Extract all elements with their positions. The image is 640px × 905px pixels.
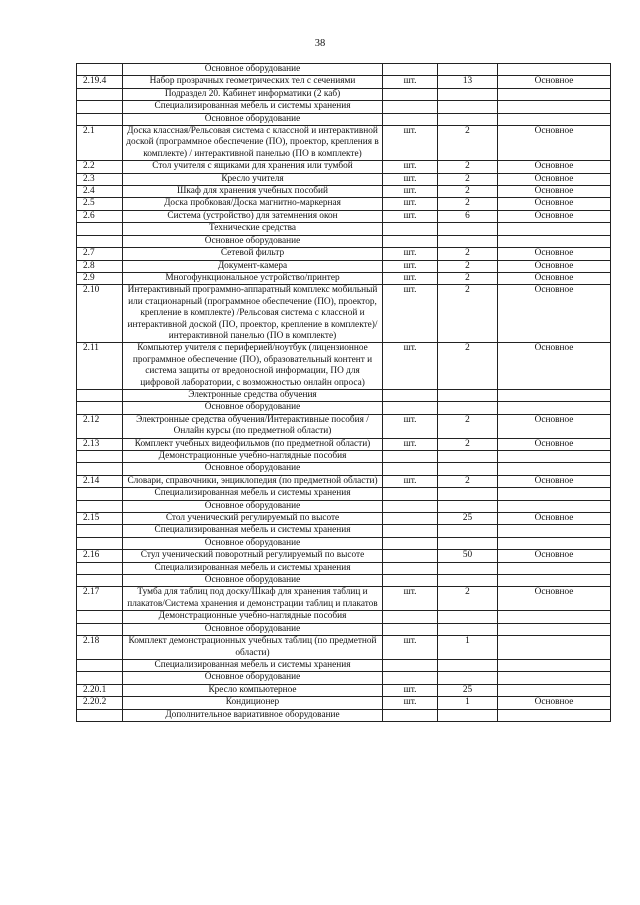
unit-cell: шт. bbox=[383, 198, 438, 210]
quantity-cell bbox=[438, 389, 498, 401]
row-number-cell: 2.11 bbox=[77, 343, 123, 390]
row-number-cell bbox=[77, 88, 123, 100]
section-heading: Подраздел 20. Кабинет информатики (2 каб) bbox=[123, 88, 383, 100]
row-number-cell: 2.18 bbox=[77, 636, 123, 660]
section-row bbox=[77, 611, 611, 623]
table-row bbox=[77, 126, 611, 161]
quantity-cell: 2 bbox=[438, 248, 498, 260]
row-number-cell: 2.13 bbox=[77, 438, 123, 450]
type-cell bbox=[498, 389, 611, 401]
section-row bbox=[77, 101, 611, 113]
table-row bbox=[77, 260, 611, 272]
unit-cell bbox=[383, 537, 438, 549]
row-number-cell: 2.15 bbox=[77, 513, 123, 525]
type-cell: Основное bbox=[498, 587, 611, 611]
type-cell bbox=[498, 623, 611, 635]
section-heading: Демонстрационные учебно-наглядные пособия bbox=[123, 611, 383, 623]
row-number-cell: 2.8 bbox=[77, 260, 123, 272]
item-name-cell: Система (устройство) для затемнения окон bbox=[123, 210, 383, 222]
type-cell: Основное bbox=[498, 76, 611, 88]
row-number-cell bbox=[77, 235, 123, 247]
table-row bbox=[77, 513, 611, 525]
unit-cell bbox=[383, 623, 438, 635]
row-number-cell: 2.3 bbox=[77, 173, 123, 185]
item-name-cell: Кресло учителя bbox=[123, 173, 383, 185]
section-heading: Электронные средства обучения bbox=[123, 389, 383, 401]
item-name-cell: Комплект демонстрационных учебных таблиц (по предметной области) bbox=[123, 636, 383, 660]
quantity-cell: 2 bbox=[438, 260, 498, 272]
page-number: 38 bbox=[314, 38, 326, 49]
unit-cell bbox=[383, 575, 438, 587]
quantity-cell bbox=[438, 611, 498, 623]
row-number-cell bbox=[77, 389, 123, 401]
quantity-cell bbox=[438, 402, 498, 414]
quantity-cell: 2 bbox=[438, 438, 498, 450]
row-number-cell bbox=[77, 709, 123, 721]
unit-cell: шт. bbox=[383, 438, 438, 450]
unit-cell: шт. bbox=[383, 636, 438, 660]
quantity-cell: 2 bbox=[438, 186, 498, 198]
unit-cell bbox=[383, 709, 438, 721]
type-cell: Основное bbox=[498, 198, 611, 210]
unit-cell bbox=[383, 611, 438, 623]
unit-cell bbox=[383, 223, 438, 235]
section-row bbox=[77, 623, 611, 635]
unit-cell bbox=[383, 235, 438, 247]
unit-cell: шт. bbox=[383, 173, 438, 185]
section-heading: Демонстрационные учебно-наглядные пособия bbox=[123, 451, 383, 463]
quantity-cell bbox=[438, 672, 498, 684]
table-row bbox=[77, 343, 611, 390]
type-cell bbox=[498, 562, 611, 574]
section-heading: Основное оборудование bbox=[123, 64, 383, 76]
type-cell bbox=[498, 500, 611, 512]
section-row bbox=[77, 463, 611, 475]
quantity-cell: 13 bbox=[438, 76, 498, 88]
quantity-cell: 2 bbox=[438, 126, 498, 161]
table-row bbox=[77, 272, 611, 284]
section-heading: Основное оборудование bbox=[123, 537, 383, 549]
unit-cell: шт. bbox=[383, 161, 438, 173]
type-cell: Основное bbox=[498, 414, 611, 438]
type-cell bbox=[498, 113, 611, 125]
quantity-cell bbox=[438, 537, 498, 549]
equipment-table-body bbox=[77, 64, 611, 722]
quantity-cell: 1 bbox=[438, 636, 498, 660]
section-heading: Основное оборудование bbox=[123, 500, 383, 512]
type-cell: Основное bbox=[498, 550, 611, 562]
row-number-cell bbox=[77, 537, 123, 549]
row-number-cell bbox=[77, 611, 123, 623]
type-cell bbox=[498, 88, 611, 100]
row-number-cell bbox=[77, 623, 123, 635]
table-row bbox=[77, 684, 611, 696]
row-number-cell bbox=[77, 64, 123, 76]
row-number-cell bbox=[77, 500, 123, 512]
quantity-cell: 2 bbox=[438, 285, 498, 343]
type-cell bbox=[498, 672, 611, 684]
unit-cell bbox=[383, 659, 438, 671]
type-cell bbox=[498, 525, 611, 537]
section-row bbox=[77, 64, 611, 76]
type-cell bbox=[498, 451, 611, 463]
item-name-cell: Многофункциональное устройство/принтер bbox=[123, 272, 383, 284]
quantity-cell bbox=[438, 235, 498, 247]
unit-cell bbox=[383, 451, 438, 463]
item-name-cell: Компьютер учителя с периферией/ноутбук (лицензионное программное обеспечение (ПО), образовательный контент и система защиты от вредоносной информации, ПО для цифровой лаборатории, с возможностью онлайн опроса) bbox=[123, 343, 383, 390]
row-number-cell: 2.20.1 bbox=[77, 684, 123, 696]
item-name-cell: Документ-камера bbox=[123, 260, 383, 272]
type-cell: Основное bbox=[498, 513, 611, 525]
row-number-cell: 2.20.2 bbox=[77, 697, 123, 709]
item-name-cell: Кресло компьютерное bbox=[123, 684, 383, 696]
unit-cell: шт. bbox=[383, 248, 438, 260]
row-number-cell bbox=[77, 451, 123, 463]
row-number-cell: 2.5 bbox=[77, 198, 123, 210]
type-cell: Основное bbox=[498, 126, 611, 161]
item-name-cell: Словари, справочники, энциклопедия (по предметной области) bbox=[123, 475, 383, 487]
type-cell bbox=[498, 64, 611, 76]
unit-cell: шт. bbox=[383, 126, 438, 161]
section-heading: Основное оборудование bbox=[123, 463, 383, 475]
type-cell bbox=[498, 223, 611, 235]
row-number-cell: 2.10 bbox=[77, 285, 123, 343]
type-cell: Основное bbox=[498, 248, 611, 260]
section-heading: Дополнительное вариативное оборудование bbox=[123, 709, 383, 721]
unit-cell bbox=[383, 500, 438, 512]
item-name-cell: Стол ученический регулируемый по высоте bbox=[123, 513, 383, 525]
table-row bbox=[77, 76, 611, 88]
item-name-cell: Доска классная/Рельсовая система с классной и интерактивной доской (программное обеспечение (ПО), проектор, крепления в комплекте) / интерактивной панелью (ПО в комплекте) bbox=[123, 126, 383, 161]
row-number-cell bbox=[77, 575, 123, 587]
unit-cell bbox=[383, 402, 438, 414]
quantity-cell: 2 bbox=[438, 414, 498, 438]
section-row bbox=[77, 223, 611, 235]
item-name-cell: Интерактивный программно-аппаратный комплекс мобильный или стационарный (программное обеспечение (ПО), проектор, крепление в комплекте) /Рельсовая система с классной и интерактивной доской (ПО, проектор, крепление в комплекте)/ интерактивной панелью (ПО в комплекте) bbox=[123, 285, 383, 343]
unit-cell: шт. bbox=[383, 684, 438, 696]
quantity-cell: 2 bbox=[438, 272, 498, 284]
row-number-cell bbox=[77, 463, 123, 475]
unit-cell bbox=[383, 113, 438, 125]
section-heading: Основное оборудование bbox=[123, 672, 383, 684]
table-row bbox=[77, 248, 611, 260]
item-name-cell: Тумба для таблиц под доску/Шкаф для хранения таблиц и плакатов/Система хранения и демонстрации таблиц и плакатов bbox=[123, 587, 383, 611]
quantity-cell: 1 bbox=[438, 697, 498, 709]
type-cell bbox=[498, 611, 611, 623]
type-cell: Основное bbox=[498, 210, 611, 222]
row-number-cell: 2.2 bbox=[77, 161, 123, 173]
unit-cell: шт. bbox=[383, 186, 438, 198]
type-cell bbox=[498, 101, 611, 113]
type-cell bbox=[498, 463, 611, 475]
unit-cell bbox=[383, 101, 438, 113]
row-number-cell bbox=[77, 223, 123, 235]
unit-cell bbox=[383, 389, 438, 401]
table-row bbox=[77, 210, 611, 222]
unit-cell: шт. bbox=[383, 697, 438, 709]
section-row bbox=[77, 562, 611, 574]
section-heading: Основное оборудование bbox=[123, 113, 383, 125]
quantity-cell bbox=[438, 575, 498, 587]
unit-cell bbox=[383, 88, 438, 100]
section-heading: Основное оборудование bbox=[123, 575, 383, 587]
item-name-cell: Стул ученический поворотный регулируемый по высоте bbox=[123, 550, 383, 562]
table-row bbox=[77, 475, 611, 487]
row-number-cell bbox=[77, 562, 123, 574]
quantity-cell bbox=[438, 223, 498, 235]
section-row bbox=[77, 402, 611, 414]
unit-cell bbox=[383, 525, 438, 537]
section-row bbox=[77, 672, 611, 684]
unit-cell: шт. bbox=[383, 210, 438, 222]
section-row bbox=[77, 537, 611, 549]
quantity-cell: 2 bbox=[438, 161, 498, 173]
section-row bbox=[77, 575, 611, 587]
type-cell bbox=[498, 402, 611, 414]
row-number-cell bbox=[77, 672, 123, 684]
row-number-cell bbox=[77, 488, 123, 500]
table-row bbox=[77, 550, 611, 562]
quantity-cell: 2 bbox=[438, 198, 498, 210]
quantity-cell bbox=[438, 709, 498, 721]
quantity-cell bbox=[438, 500, 498, 512]
type-cell: Основное bbox=[498, 438, 611, 450]
quantity-cell bbox=[438, 451, 498, 463]
section-row bbox=[77, 709, 611, 721]
type-cell bbox=[498, 537, 611, 549]
row-number-cell: 2.19.4 bbox=[77, 76, 123, 88]
row-number-cell: 2.12 bbox=[77, 414, 123, 438]
type-cell: Основное bbox=[498, 272, 611, 284]
unit-cell: шт. bbox=[383, 414, 438, 438]
unit-cell bbox=[383, 550, 438, 562]
section-heading: Основное оборудование bbox=[123, 235, 383, 247]
section-row bbox=[77, 500, 611, 512]
quantity-cell: 2 bbox=[438, 173, 498, 185]
table-row bbox=[77, 186, 611, 198]
unit-cell bbox=[383, 513, 438, 525]
row-number-cell bbox=[77, 101, 123, 113]
quantity-cell: 2 bbox=[438, 587, 498, 611]
quantity-cell bbox=[438, 101, 498, 113]
type-cell bbox=[498, 235, 611, 247]
section-heading: Технические средства bbox=[123, 223, 383, 235]
section-heading: Специализированная мебель и системы хранения bbox=[123, 488, 383, 500]
quantity-cell bbox=[438, 488, 498, 500]
section-heading: Специализированная мебель и системы хранения bbox=[123, 562, 383, 574]
unit-cell bbox=[383, 672, 438, 684]
quantity-cell bbox=[438, 113, 498, 125]
row-number-cell bbox=[77, 113, 123, 125]
row-number-cell: 2.14 bbox=[77, 475, 123, 487]
quantity-cell bbox=[438, 88, 498, 100]
section-heading: Основное оборудование bbox=[123, 402, 383, 414]
type-cell: Основное bbox=[498, 260, 611, 272]
section-heading: Специализированная мебель и системы хранения bbox=[123, 101, 383, 113]
quantity-cell bbox=[438, 623, 498, 635]
section-row bbox=[77, 659, 611, 671]
type-cell bbox=[498, 488, 611, 500]
item-name-cell: Электронные средства обучения/Интерактивные пособия / Онлайн курсы (по предметной области) bbox=[123, 414, 383, 438]
row-number-cell: 2.4 bbox=[77, 186, 123, 198]
unit-cell: шт. bbox=[383, 587, 438, 611]
table-row bbox=[77, 438, 611, 450]
quantity-cell bbox=[438, 64, 498, 76]
item-name-cell: Кондиционер bbox=[123, 697, 383, 709]
quantity-cell bbox=[438, 463, 498, 475]
type-cell: Основное bbox=[498, 343, 611, 390]
row-number-cell bbox=[77, 525, 123, 537]
quantity-cell: 25 bbox=[438, 513, 498, 525]
item-name-cell: Набор прозрачных геометрических тел с сечениями bbox=[123, 76, 383, 88]
unit-cell: шт. bbox=[383, 285, 438, 343]
table-row bbox=[77, 697, 611, 709]
unit-cell: шт. bbox=[383, 76, 438, 88]
type-cell: Основное bbox=[498, 697, 611, 709]
quantity-cell: 25 bbox=[438, 684, 498, 696]
row-number-cell: 2.16 bbox=[77, 550, 123, 562]
item-name-cell: Сетевой фильтр bbox=[123, 248, 383, 260]
quantity-cell bbox=[438, 659, 498, 671]
unit-cell bbox=[383, 463, 438, 475]
item-name-cell: Стол учителя с ящиками для хранения или тумбой bbox=[123, 161, 383, 173]
item-name-cell: Доска пробковая/Доска магнитно-маркерная bbox=[123, 198, 383, 210]
table-row bbox=[77, 161, 611, 173]
row-number-cell: 2.1 bbox=[77, 126, 123, 161]
section-heading: Специализированная мебель и системы хранения bbox=[123, 525, 383, 537]
section-row bbox=[77, 88, 611, 100]
unit-cell: шт. bbox=[383, 343, 438, 390]
item-name-cell: Шкаф для хранения учебных пособий bbox=[123, 186, 383, 198]
unit-cell bbox=[383, 488, 438, 500]
type-cell: Основное bbox=[498, 161, 611, 173]
row-number-cell: 2.17 bbox=[77, 587, 123, 611]
type-cell bbox=[498, 575, 611, 587]
table-row bbox=[77, 173, 611, 185]
section-row bbox=[77, 389, 611, 401]
row-number-cell: 2.9 bbox=[77, 272, 123, 284]
row-number-cell: 2.7 bbox=[77, 248, 123, 260]
equipment-table bbox=[76, 63, 611, 722]
table-row bbox=[77, 285, 611, 343]
quantity-cell bbox=[438, 562, 498, 574]
type-cell bbox=[498, 684, 611, 696]
unit-cell: шт. bbox=[383, 272, 438, 284]
type-cell: Основное bbox=[498, 285, 611, 343]
type-cell: Основное bbox=[498, 475, 611, 487]
unit-cell: шт. bbox=[383, 475, 438, 487]
row-number-cell: 2.6 bbox=[77, 210, 123, 222]
item-name-cell: Комплект учебных видеофильмов (по предметной области) bbox=[123, 438, 383, 450]
section-row bbox=[77, 235, 611, 247]
section-heading: Основное оборудование bbox=[123, 623, 383, 635]
quantity-cell: 2 bbox=[438, 475, 498, 487]
quantity-cell bbox=[438, 525, 498, 537]
type-cell: Основное bbox=[498, 186, 611, 198]
type-cell bbox=[498, 636, 611, 660]
section-heading: Специализированная мебель и системы хранения bbox=[123, 659, 383, 671]
section-row bbox=[77, 525, 611, 537]
type-cell bbox=[498, 659, 611, 671]
row-number-cell bbox=[77, 659, 123, 671]
type-cell: Основное bbox=[498, 173, 611, 185]
table-row bbox=[77, 636, 611, 660]
section-row bbox=[77, 451, 611, 463]
table-row bbox=[77, 414, 611, 438]
quantity-cell: 2 bbox=[438, 343, 498, 390]
unit-cell: шт. bbox=[383, 260, 438, 272]
quantity-cell: 6 bbox=[438, 210, 498, 222]
table-row bbox=[77, 198, 611, 210]
section-row bbox=[77, 113, 611, 125]
table-row bbox=[77, 587, 611, 611]
unit-cell bbox=[383, 562, 438, 574]
unit-cell bbox=[383, 64, 438, 76]
section-row bbox=[77, 488, 611, 500]
quantity-cell: 50 bbox=[438, 550, 498, 562]
row-number-cell bbox=[77, 402, 123, 414]
type-cell bbox=[498, 709, 611, 721]
